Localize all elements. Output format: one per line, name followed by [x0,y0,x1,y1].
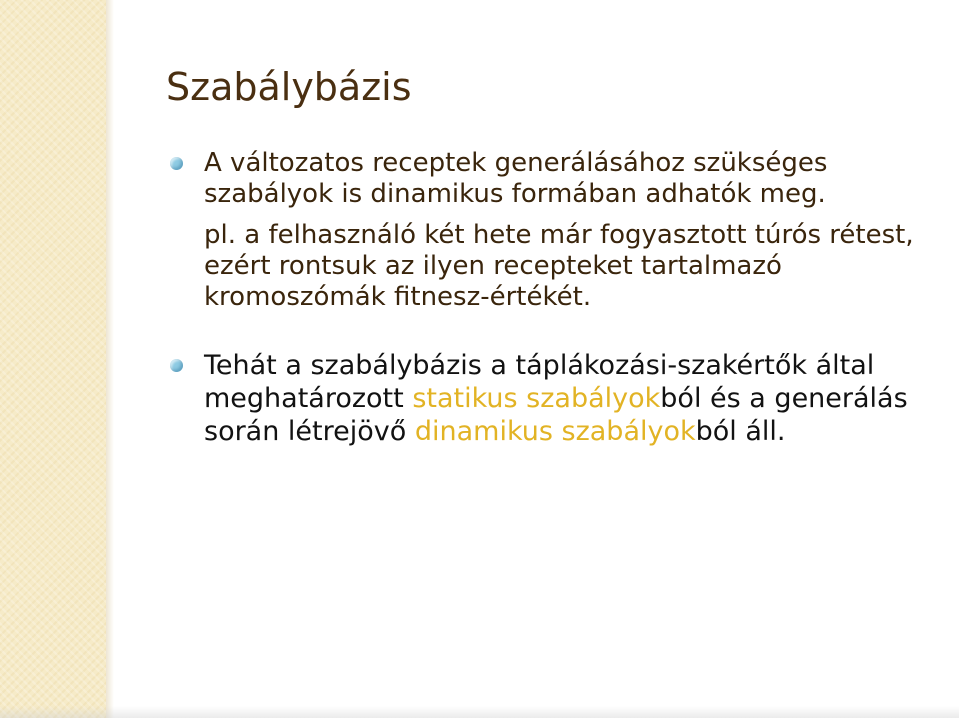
highlight-dynamic-rules: dinamikus szabályok [414,416,696,447]
bottom-shadow [0,706,959,718]
side-band-edge [106,0,114,718]
bullet-text-example: pl. a felhasználó két hete már fogyasztott túrós rétest, ezért rontsuk az ilyen recepteket tartalmazó kromoszómák fitnesz-értékét. [204,220,914,312]
decorative-side-band [0,0,106,718]
bullet-list [160,148,920,448]
summary-text-part-2: ból és a generálás során létrejövő [204,383,908,447]
bullet-dot-icon [170,359,183,372]
bullet-item-dynamic-rules [160,148,920,313]
bullet-text-summary [204,349,920,448]
bullet-dot-icon [170,157,183,170]
bullet-text-main: A változatos receptek generálásához szükséges szabályok is dinamikus formában adhatók meg. [204,148,828,209]
summary-text-part-1: Tehát a szabálybázis a táplákozási-szakértők által meghatározott [204,350,875,414]
bullet-item-rule-base-summary [160,349,920,448]
summary-text-part-3: ból áll. [695,416,786,447]
highlight-static-rules: statikus szabályok [412,383,661,414]
slide-title: Szabálybázis [166,65,412,109]
